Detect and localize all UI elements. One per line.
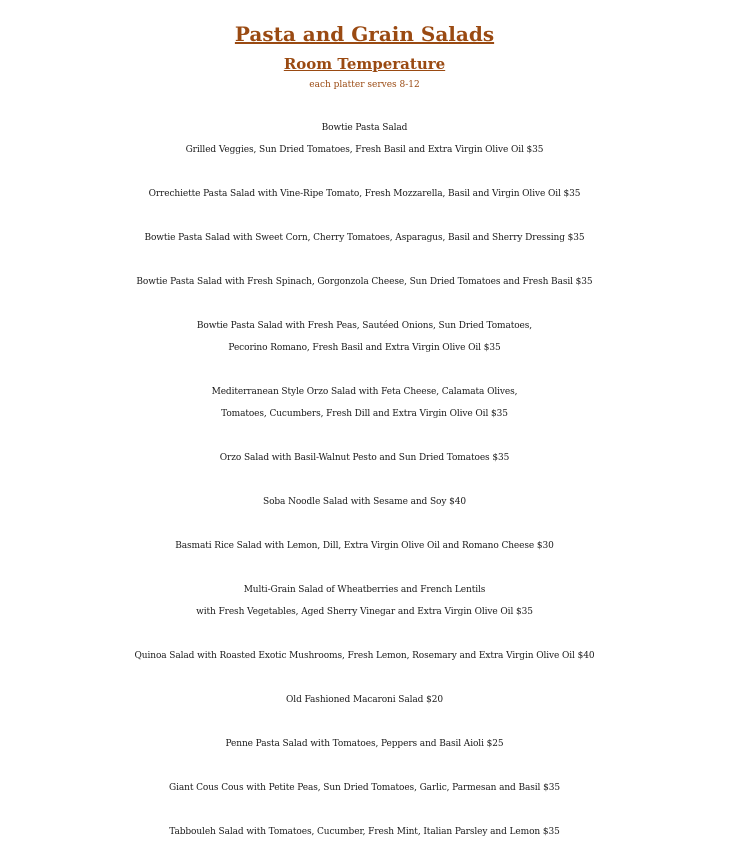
menu-list <box>0 117 729 865</box>
menu-item-line: Bowtie Pasta Salad with Fresh Spinach, Gorgonzola Cheese, Sun Dried Tomatoes and Fresh Basil $35 <box>136 277 593 287</box>
menu-item-line: Old Fashioned Macaroni Salad $20 <box>286 695 443 705</box>
section-subtitle: Room Temperature <box>283 55 446 73</box>
menu-item-line: Tomatoes, Cucumbers, Fresh Dill and Extra Virgin Olive Oil $35 <box>221 409 508 419</box>
menu-item <box>0 227 729 249</box>
menu-item-line: Basmati Rice Salad with Lemon, Dill, Extra Virgin Olive Oil and Romano Cheese $30 <box>175 541 554 551</box>
menu-item-line: Grilled Veggies, Sun Dried Tomatoes, Fresh Basil and Extra Virgin Olive Oil $35 <box>185 145 544 155</box>
menu-item <box>0 315 729 359</box>
menu-item-line: Mediterranean Style Orzo Salad with Feta Cheese, Calamata Olives, <box>211 387 518 397</box>
menu-item <box>0 689 729 711</box>
menu-item <box>0 183 729 205</box>
menu-item <box>0 271 729 293</box>
menu-item-line: with Fresh Vegetables, Aged Sherry Vinegar and Extra Virgin Olive Oil $35 <box>196 607 533 617</box>
menu-item-line: Tabbouleh Salad with Tomatoes, Cucumber, Fresh Mint, Italian Parsley and Lemon $35 <box>169 827 560 837</box>
menu-item <box>0 381 729 425</box>
menu-item <box>0 117 729 161</box>
page-title: Pasta and Grain Salads <box>234 22 495 46</box>
menu-item-line: Multi-Grain Salad of Wheatberries and French Lentils <box>243 585 486 595</box>
menu-item <box>0 645 729 667</box>
menu-item <box>0 491 729 513</box>
menu-item <box>0 579 729 623</box>
menu-item-line: Bowtie Pasta Salad with Fresh Peas, Sautéed Onions, Sun Dried Tomatoes, <box>196 321 533 331</box>
menu-item-line: Quinoa Salad with Roasted Exotic Mushrooms, Fresh Lemon, Rosemary and Extra Virgin Olive Oil $40 <box>134 651 595 661</box>
menu-item-line: Giant Cous Cous with Petite Peas, Sun Dried Tomatoes, Garlic, Parmesan and Basil $35 <box>169 783 560 793</box>
menu-item <box>0 777 729 799</box>
menu-item-line: Orzo Salad with Basil-Walnut Pesto and Sun Dried Tomatoes $35 <box>219 453 510 463</box>
menu-item <box>0 733 729 755</box>
menu-item-line: Orrechiette Pasta Salad with Vine-Ripe Tomato, Fresh Mozzarella, Basil and Virgin Olive Oil $35 <box>148 189 581 199</box>
menu-item-line: Soba Noodle Salad with Sesame and Soy $40 <box>263 497 466 507</box>
menu-item-line: Bowtie Pasta Salad with Sweet Corn, Cherry Tomatoes, Asparagus, Basil and Sherry Dressing $35 <box>144 233 585 243</box>
menu-item <box>0 447 729 469</box>
menu-item-line: Bowtie Pasta Salad <box>321 123 408 133</box>
menu-item <box>0 535 729 557</box>
serving-note: each platter serves 8-12 <box>309 80 420 90</box>
menu-item-line: Pecorino Romano, Fresh Basil and Extra Virgin Olive Oil $35 <box>228 343 501 353</box>
menu-item-line: Penne Pasta Salad with Tomatoes, Peppers and Basil Aioli $25 <box>225 739 504 749</box>
menu-item <box>0 821 729 843</box>
